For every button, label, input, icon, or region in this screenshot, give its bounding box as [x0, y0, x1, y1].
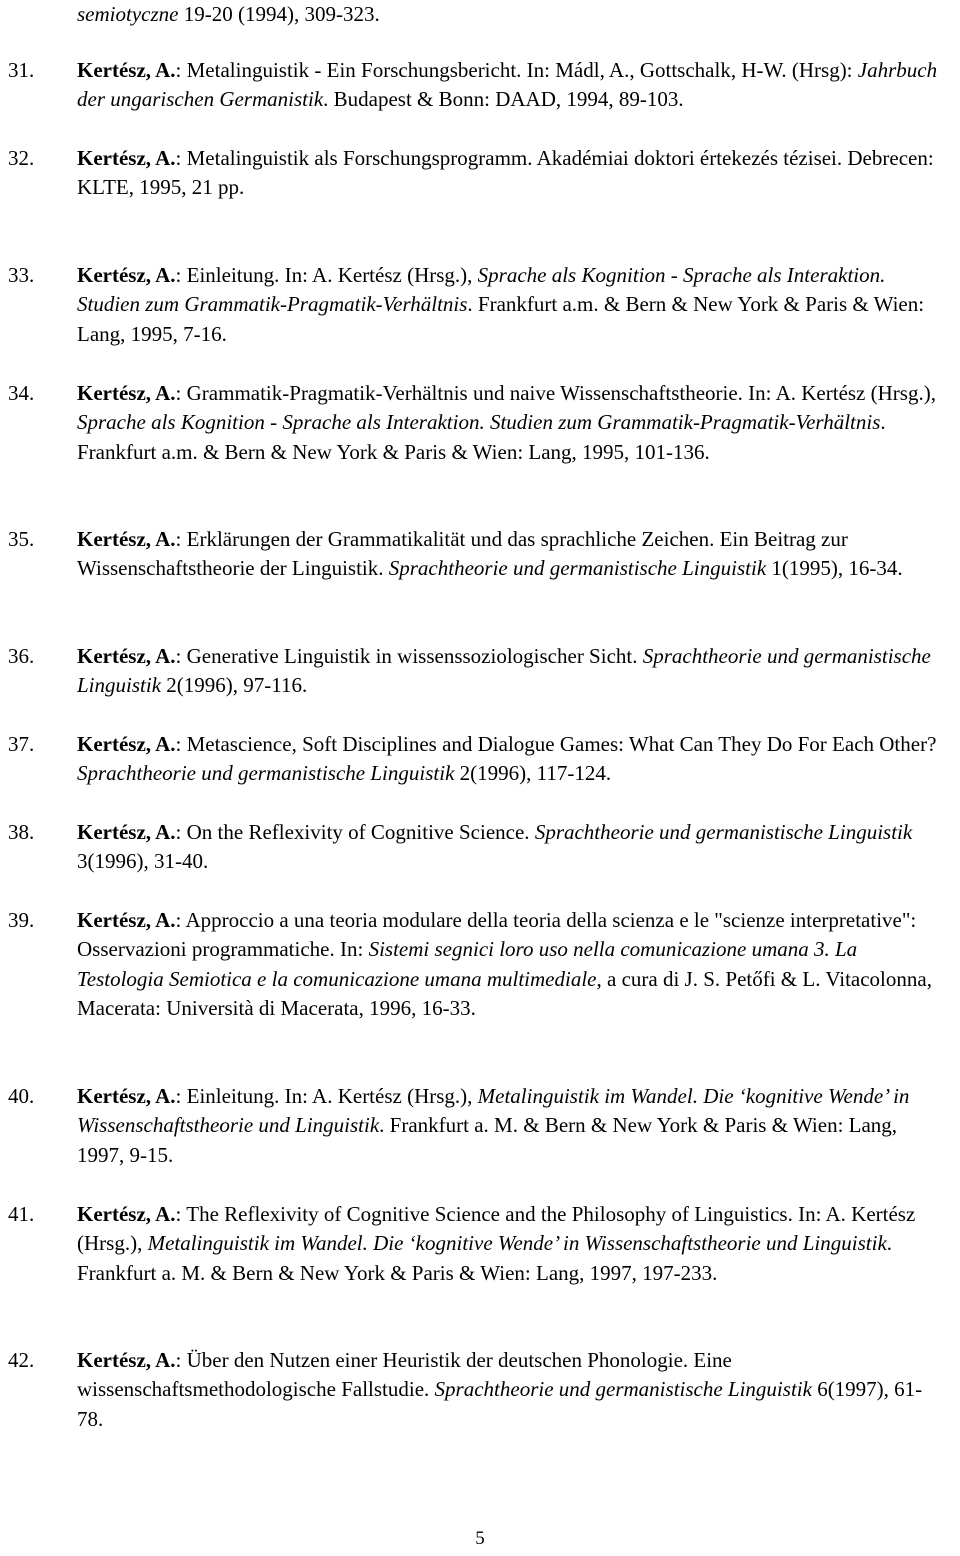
entry-text [77, 642, 946, 701]
entry-author: Kertész, A. [77, 1348, 176, 1372]
entry-detail: 6(1997), 61-78. [77, 1377, 923, 1431]
entry-text [77, 144, 946, 203]
entry-author: Kertész, A. [77, 644, 176, 668]
entry-number: 32. [8, 146, 35, 170]
entry-text [77, 1346, 946, 1434]
entry-text [77, 818, 946, 877]
entry-author: Kertész, A. [77, 1202, 176, 1226]
entry-italic-title: Sprache als Kognition - Sprache als Interaktion. Studien zum Grammatik-Pragmatik-Verhältnis [77, 410, 881, 435]
entry-number: 39. [8, 908, 35, 932]
entry-text [77, 906, 946, 1024]
entry-text [77, 379, 946, 467]
entry-author: Kertész, A. [77, 381, 176, 405]
entry-number: 40. [8, 1084, 35, 1108]
continued-reference-rest: 19-20 (1994), 309-323. [178, 2, 380, 26]
entry-detail: : Metalinguistik als Forschungsprogramm. Akadémiai doktori értekezés tézisei. Debrecen: KLTE, 1995, 21 pp. [77, 146, 934, 200]
entry-detail: . Budapest & Bonn: DAAD, 1994, 89-103. [323, 87, 684, 112]
entry-detail: : Erklärungen der Grammatikalität und das sprachliche Zeichen. Ein Beitrag zur Wissenschaftstheorie der Linguistik. [77, 527, 848, 581]
entry-author: Kertész, A. [77, 146, 176, 170]
entry-text [77, 525, 946, 584]
entry-italic-title: Jahrbuch der ungarischen Germanistik [77, 58, 938, 112]
entry-detail: : Approccio a una teoria modulare della teoria della scienza e le "scienze interpretative": Osservazioni programmatiche. In: [77, 908, 917, 962]
continued-reference [77, 0, 946, 29]
entry-detail: , a cura di J. S. Petőfi & L. Vitacolonna, Macerata: Università di Macerata, 1996, 16-33. [77, 966, 932, 1021]
entry-detail: 2(1996), 117-124. [454, 761, 612, 786]
entry-detail: . Frankfurt a.m. & Bern & New York & Paris & Wien: Lang, 1995, 101-136. [77, 410, 886, 464]
entry-number: 38. [8, 820, 35, 844]
entry-detail: . Frankfurt a. M. & Bern & New York & Paris & Wien: Lang, 1997, 197-233. [77, 1231, 893, 1285]
entry-detail: : Einleitung. In: A. Kertész (Hrsg.), [175, 1084, 478, 1108]
entry-author: Kertész, A. [77, 58, 176, 82]
entry-italic-title: Sistemi segnici loro uso nella comunicazione umana 3. La Testologia Semiotica e la comunicazione umana multimediale [77, 937, 858, 991]
entry-detail: : Metascience, Soft Disciplines and Dialogue Games: What Can They Do For Each Other? [175, 732, 937, 756]
entry-detail: 1(1995), 16-34. [766, 556, 903, 581]
entry-number: 36. [8, 644, 35, 668]
entry-number: 42. [8, 1348, 35, 1372]
entry-author: Kertész, A. [77, 908, 176, 932]
entry-italic-title: Sprachtheorie und germanistische Linguistik [534, 820, 913, 844]
entry-text [77, 261, 946, 349]
entry-detail: . Frankfurt a.m. & Bern & New York & Paris & Wien: Lang, 1995, 7-16. [77, 292, 925, 346]
entry-italic-title: Sprache als Kognition - Sprache als Interaktion. Studien zum Grammatik-Pragmatik-Verhältnis [77, 263, 886, 317]
entry-number: 33. [8, 263, 35, 287]
entry-detail: : Grammatik-Pragmatik-Verhältnis und naive Wissenschaftstheorie. In: A. Kertész (Hrsg.), [175, 381, 936, 405]
entry-detail: : Über den Nutzen einer Heuristik der deutschen Phonologie. Eine wissenschaftsmethodologische Fallstudie. [77, 1348, 732, 1402]
entry-author: Kertész, A. [77, 732, 176, 756]
entry-detail: 2(1996), 97-116. [161, 673, 308, 698]
entry-detail: : The Reflexivity of Cognitive Science and the Philosophy of Linguistics. In: A. Kertész (Hrsg.), [77, 1202, 916, 1256]
entry-italic-title: Sprachtheorie und germanistische Linguistik [388, 556, 767, 581]
entry-italic-title: Sprachtheorie und germanistische Linguistik [434, 1377, 812, 1402]
entry-text [77, 1200, 946, 1288]
entry-detail: : Generative Linguistik in wissenssoziologischer Sicht. [175, 644, 643, 668]
entry-number: 37. [8, 732, 35, 756]
entry-detail: : Metalinguistik - Ein Forschungsbericht. In: Mádl, A., Gottschalk, H-W. (Hrsg): [175, 58, 858, 82]
entry-text [77, 56, 946, 115]
entry-detail: : Einleitung. In: A. Kertész (Hrsg.), [175, 263, 478, 287]
entry-author: Kertész, A. [77, 820, 176, 844]
entry-author: Kertész, A. [77, 1084, 176, 1108]
entry-italic-title: Sprachtheorie und germanistische Linguistik [77, 761, 455, 786]
entry-italic-title: Metalinguistik im Wandel. Die ‘kognitive Wende’ in Wissenschaftstheorie und Linguistik [147, 1231, 887, 1256]
entry-author: Kertész, A. [77, 527, 176, 551]
entry-detail: : On the Reflexivity of Cognitive Science. [175, 820, 535, 844]
continued-reference-italic: semiotyczne [77, 2, 179, 26]
entry-detail: 3(1996), 31-40. [77, 849, 209, 874]
entry-italic-title: Sprachtheorie und germanistische Linguistik [77, 644, 931, 698]
entry-number: 35. [8, 527, 35, 551]
entry-text [77, 1082, 946, 1170]
entry-author: Kertész, A. [77, 263, 176, 287]
entry-text [77, 730, 946, 789]
entry-number: 41. [8, 1202, 35, 1226]
entry-italic-title: Metalinguistik im Wandel. Die ‘kognitive Wende’ in Wissenschaftstheorie und Linguistik [77, 1084, 910, 1138]
page-number: 5 [475, 1528, 485, 1549]
entry-detail: . Frankfurt a. M. & Bern & New York & Paris & Wien: Lang, 1997, 9-15. [77, 1113, 898, 1167]
entry-number: 34. [8, 381, 35, 405]
entry-number: 31. [8, 58, 35, 82]
